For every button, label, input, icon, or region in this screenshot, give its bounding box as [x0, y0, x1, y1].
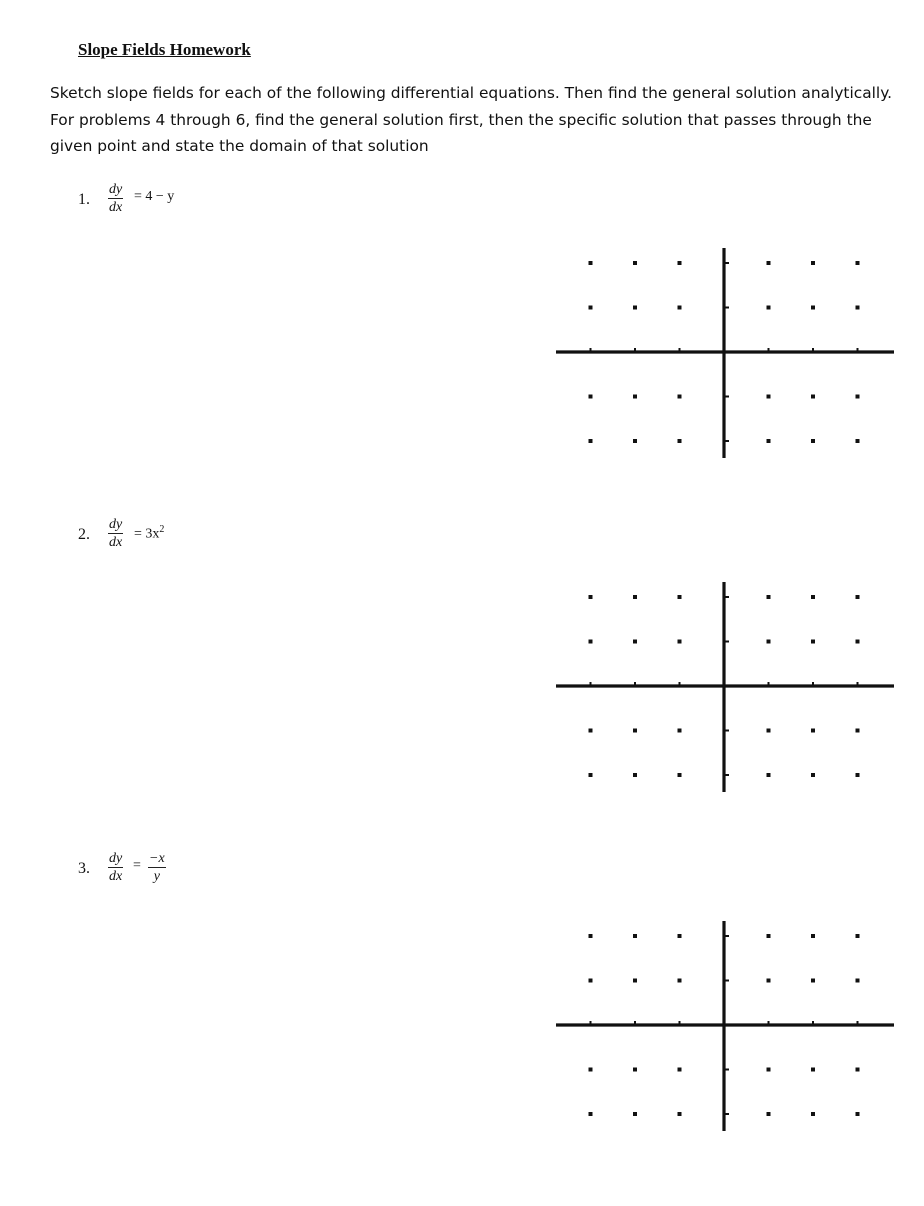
- grid-point: [589, 773, 593, 777]
- grid-point: [767, 261, 771, 265]
- grid-point: [767, 395, 771, 399]
- grid-point: [633, 640, 637, 644]
- grid-point: [589, 640, 593, 644]
- grid-point: [633, 439, 637, 443]
- grid-point: [856, 395, 860, 399]
- grid-point: [811, 934, 815, 938]
- grid-point: [589, 595, 593, 599]
- equals-sign: =: [134, 526, 142, 542]
- grid-point: [633, 1068, 637, 1072]
- grid-point: [678, 640, 682, 644]
- grid-point: [811, 979, 815, 983]
- grid-point: [856, 729, 860, 733]
- grid-point: [767, 1112, 771, 1116]
- grid-point: [678, 439, 682, 443]
- grid-point: [767, 306, 771, 310]
- grid-point: [811, 773, 815, 777]
- grid-point: [767, 1068, 771, 1072]
- grid-point: [633, 595, 637, 599]
- slope-field-grid-1: [556, 248, 894, 464]
- grid-point: [811, 595, 815, 599]
- grid-point: [856, 261, 860, 265]
- grid-point: [678, 395, 682, 399]
- grid-point: [811, 306, 815, 310]
- grid-point: [767, 773, 771, 777]
- grid-point: [678, 729, 682, 733]
- fraction-numerator: dy: [109, 182, 123, 197]
- rhs-expression: 3x: [145, 526, 160, 542]
- grid-point: [811, 729, 815, 733]
- rhs-denominator: y: [153, 869, 160, 884]
- grid-point: [589, 306, 593, 310]
- grid-point: [589, 729, 593, 733]
- equals-sign: =: [134, 189, 142, 204]
- grid-point: [589, 261, 593, 265]
- fraction-denominator: dx: [109, 200, 123, 215]
- rhs-numerator: −x: [149, 851, 165, 866]
- grid-point: [589, 1068, 593, 1072]
- problem-3: [78, 850, 218, 890]
- grid-point: [633, 261, 637, 265]
- grid-point: [767, 729, 771, 733]
- grid-point: [811, 439, 815, 443]
- grid-point: [633, 395, 637, 399]
- grid-point: [856, 773, 860, 777]
- grid-point: [811, 640, 815, 644]
- grid-point: [678, 306, 682, 310]
- grid-point: [589, 439, 593, 443]
- problem-1: [78, 181, 218, 221]
- grid-point: [856, 934, 860, 938]
- equation-rhs: [134, 524, 164, 543]
- fraction-numerator: dy: [109, 851, 123, 866]
- slope-field-canvas: [556, 921, 894, 1137]
- grid-point: [767, 934, 771, 938]
- grid-point: [856, 1068, 860, 1072]
- problem-number: 1.: [78, 191, 90, 208]
- equals-sign: =: [133, 858, 141, 873]
- instructions: [50, 80, 900, 160]
- slope-field-grid-2: [556, 582, 894, 798]
- grid-point: [856, 439, 860, 443]
- grid-point: [767, 979, 771, 983]
- grid-point: [767, 595, 771, 599]
- grid-point: [856, 1112, 860, 1116]
- grid-point: [589, 934, 593, 938]
- grid-point: [767, 640, 771, 644]
- grid-point: [589, 979, 593, 983]
- rhs-fraction: [148, 850, 166, 885]
- fraction-denominator: dx: [109, 869, 123, 884]
- worksheet-title: Slope Fields Homework: [78, 40, 251, 59]
- grid-point: [811, 261, 815, 265]
- grid-point: [811, 1068, 815, 1072]
- grid-point: [678, 261, 682, 265]
- grid-point: [811, 1112, 815, 1116]
- grid-point: [633, 979, 637, 983]
- grid-point: [633, 773, 637, 777]
- slope-field-canvas: [556, 582, 894, 798]
- rhs-expression: 4 − y: [145, 189, 175, 204]
- grid-point: [678, 979, 682, 983]
- slope-field-grid-3: [556, 921, 894, 1137]
- grid-point: [633, 306, 637, 310]
- fraction-denominator: dx: [109, 535, 123, 550]
- slope-field-canvas: [556, 248, 894, 464]
- grid-point: [633, 934, 637, 938]
- grid-point: [678, 1068, 682, 1072]
- grid-point: [856, 979, 860, 983]
- grid-point: [767, 439, 771, 443]
- derivative-fraction: [108, 850, 123, 885]
- grid-point: [633, 729, 637, 733]
- fraction-numerator: dy: [109, 517, 123, 532]
- grid-point: [856, 640, 860, 644]
- instructions-line-2: For problems 4 through 6, find the general solution first, then the specific solution that passes through the: [50, 110, 872, 129]
- grid-point: [678, 595, 682, 599]
- equation-rhs: [134, 189, 174, 205]
- derivative-fraction: [108, 516, 123, 551]
- grid-point: [678, 934, 682, 938]
- rhs-exponent: 2: [159, 524, 165, 535]
- grid-point: [856, 306, 860, 310]
- grid-point: [589, 1112, 593, 1116]
- grid-point: [589, 395, 593, 399]
- grid-point: [633, 1112, 637, 1116]
- problem-2: [78, 516, 218, 556]
- derivative-fraction: [108, 181, 123, 216]
- problem-number: 3.: [78, 860, 90, 877]
- instructions-line-1: Sketch slope fields for each of the following differential equations. Then find the general solution analytically.: [50, 84, 892, 102]
- instructions-line-3: given point and state the domain of that solution: [50, 137, 429, 155]
- grid-point: [678, 1112, 682, 1116]
- grid-point: [811, 395, 815, 399]
- problem-number: 2.: [78, 526, 90, 543]
- grid-point: [856, 595, 860, 599]
- grid-point: [678, 773, 682, 777]
